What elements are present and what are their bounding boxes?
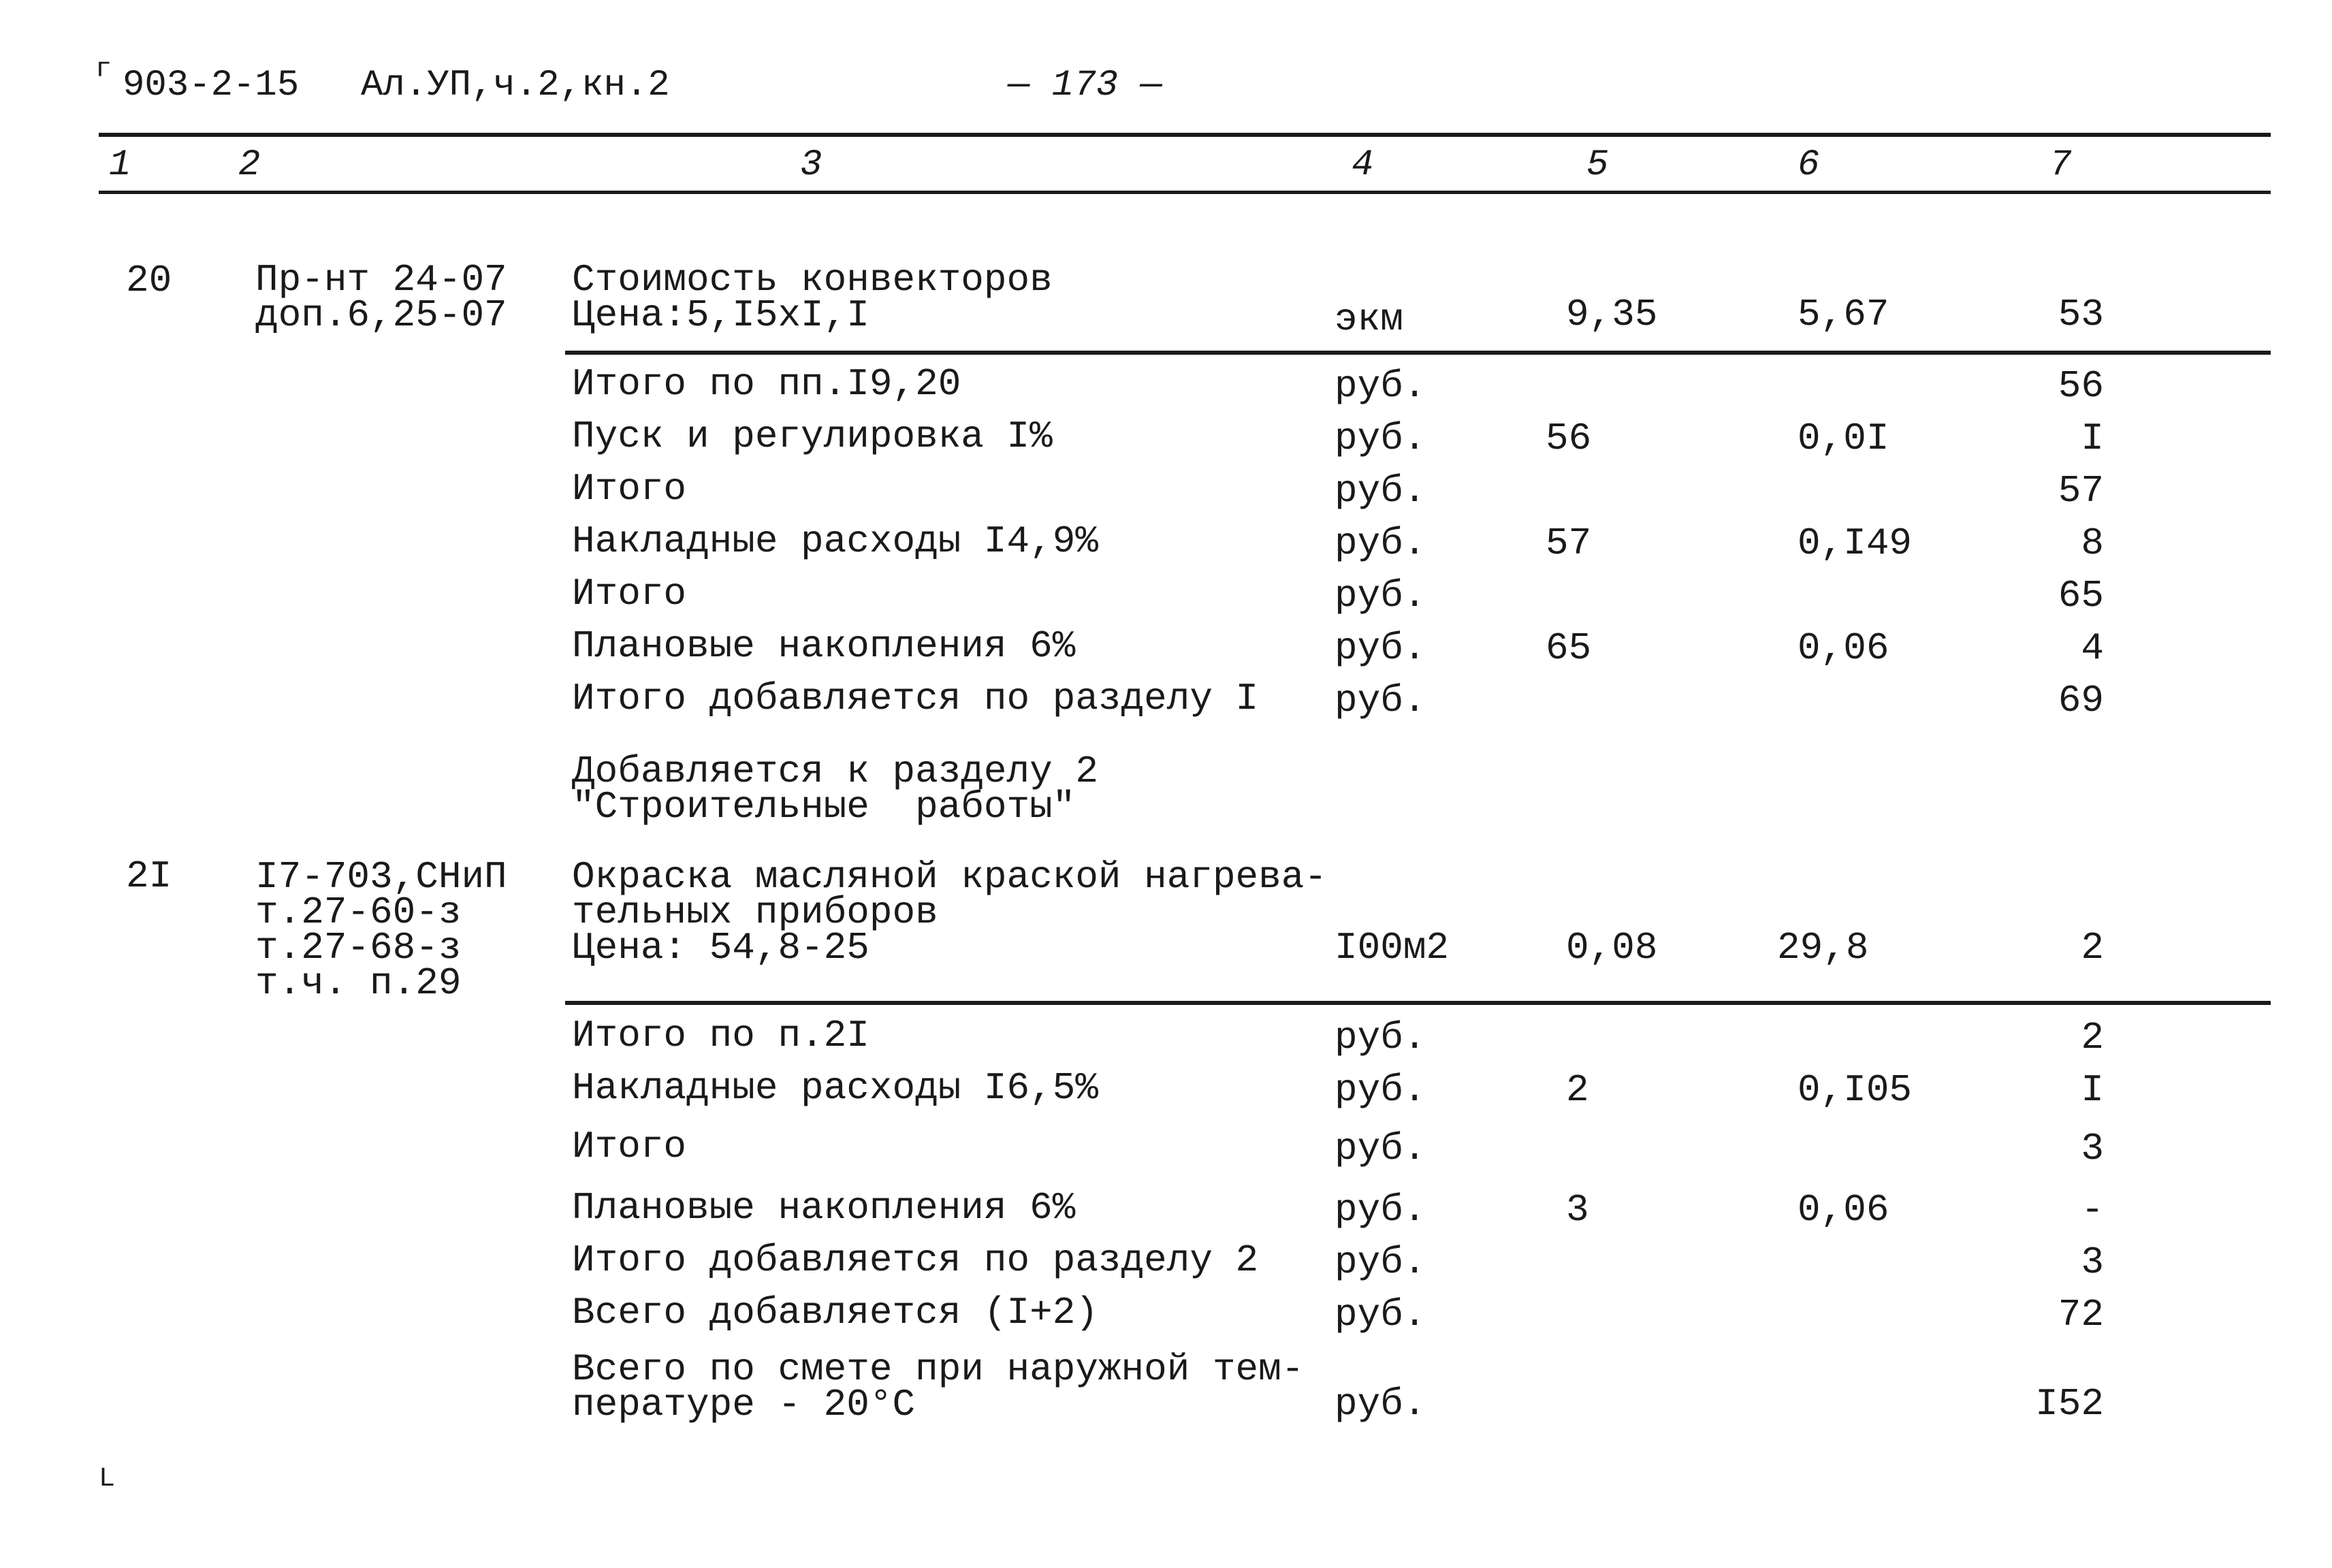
row-unit: руб.: [1335, 574, 1426, 618]
item-21-total: 2: [2081, 926, 2104, 970]
row-unit: руб.: [1335, 522, 1426, 565]
row-name: Накладные расходы I4,9%: [572, 519, 1098, 563]
column-header-7: 7: [2049, 144, 2072, 186]
row-price: 0,0I: [1798, 417, 1889, 460]
row-unit: руб.: [1335, 626, 1426, 670]
row-unit: руб.: [1335, 469, 1426, 513]
item-21-ref-line4: т.ч. п.29: [255, 961, 462, 1005]
row-name: Итого по п.2I: [572, 1014, 869, 1057]
row-name: Накладные расходы I6,5%: [572, 1066, 1098, 1110]
grand-total-line1: Всего по смете при наружной тем-: [572, 1347, 1305, 1391]
row-name: Итого: [572, 1125, 687, 1168]
item-21-name-line1: Окраска масляной краской нагрева-: [572, 855, 1327, 899]
row-unit: руб.: [1335, 1293, 1426, 1337]
row-unit: руб.: [1335, 1068, 1426, 1112]
column-header-2: 2: [238, 144, 261, 186]
row-total: 8: [2081, 522, 2104, 565]
row-total: 3: [2081, 1127, 2104, 1170]
item-20-rule: [565, 351, 2271, 355]
item-21-ref-line1: I7-703,СНиП: [255, 855, 507, 899]
row-total: 2: [2081, 1016, 2104, 1059]
row-name: Всего добавляется (I+2): [572, 1291, 1098, 1334]
row-quantity: 2: [1566, 1068, 1589, 1112]
row-total: 57: [2058, 469, 2104, 513]
item-20-name-line1: Стоимость конвекторов: [572, 258, 1053, 302]
row-price: 0,06: [1798, 626, 1889, 670]
item-20-name-line2: Цена:5,I5xI,I: [572, 293, 869, 337]
row-total: I: [2081, 1068, 2104, 1112]
item-20-number: 20: [126, 259, 172, 302]
item-20-unit: экм: [1335, 298, 1403, 341]
row-name: Итого добавляется по разделу I: [572, 677, 1259, 720]
row-price: 0,I49: [1798, 522, 1913, 565]
row-total: 4: [2081, 626, 2104, 670]
item-21-price: 29,8: [1777, 926, 1869, 970]
item-21-rule: [565, 1001, 2271, 1005]
row-unit: руб.: [1335, 364, 1426, 408]
item-21-number: 2I: [126, 854, 172, 898]
column-header-3: 3: [800, 144, 822, 186]
row-name: Пуск и регулировка I%: [572, 415, 1053, 458]
item-21-ref-line2: т.27-60-з: [255, 891, 462, 934]
row-quantity: 57: [1546, 522, 1592, 565]
item-20-price: 5,67: [1798, 293, 1889, 336]
row-price: 0,I05: [1798, 1068, 1913, 1112]
row-total: -: [2081, 1188, 2104, 1232]
document-code: 903-2-15: [123, 65, 300, 106]
item-21-unit: I00м2: [1335, 926, 1450, 970]
item-21-quantity: 0,08: [1566, 926, 1658, 970]
grand-total-value: I52: [2035, 1382, 2104, 1426]
corner-mark-top: г: [95, 54, 112, 85]
row-unit: руб.: [1335, 1127, 1426, 1170]
grand-total-unit: руб.: [1335, 1382, 1426, 1426]
item-20-total: 53: [2058, 293, 2104, 336]
row-quantity: 65: [1546, 626, 1592, 670]
header-rule-bottom: [99, 191, 2271, 194]
item-21-ref-line3: т.27-68-з: [255, 926, 462, 970]
header-rule-top: [99, 133, 2271, 137]
album-reference: Ал.УП,ч.2,кн.2: [361, 65, 670, 106]
item-20-ref-line1: Пр-нт 24-07: [255, 258, 507, 302]
item-21-name-line3: Цена: 54,8-25: [572, 926, 869, 970]
item-20-quantity: 9,35: [1566, 293, 1658, 336]
row-quantity: 56: [1546, 417, 1592, 460]
row-unit: руб.: [1335, 1016, 1426, 1059]
column-header-6: 6: [1798, 144, 1820, 186]
column-header-4: 4: [1352, 144, 1374, 186]
row-name: Итого добавляется по разделу 2: [572, 1238, 1259, 1282]
row-name: Итого по пп.I9,20: [572, 362, 961, 406]
row-total: 65: [2058, 574, 2104, 618]
item-21-name-line2: тельных приборов: [572, 891, 938, 934]
row-name: Итого: [572, 467, 687, 511]
section-2-heading-line1: Добавляется к разделу 2: [572, 750, 1098, 793]
row-total: 72: [2058, 1293, 2104, 1337]
column-header-1: 1: [109, 144, 131, 186]
row-total: 56: [2058, 364, 2104, 408]
row-name: Плановые накопления 6%: [572, 624, 1076, 668]
row-unit: руб.: [1335, 1241, 1426, 1284]
row-unit: руб.: [1335, 679, 1426, 722]
page-number: — 173 —: [1008, 65, 1162, 106]
section-2-heading-line2: "Строительные работы": [572, 785, 1076, 829]
row-total: 69: [2058, 679, 2104, 722]
row-total: I: [2081, 417, 2104, 460]
item-20-ref-line2: доп.6,25-07: [255, 293, 507, 337]
grand-total-line2: пературе - 20°С: [572, 1383, 916, 1426]
row-name: Итого: [572, 572, 687, 615]
corner-mark-bottom: L: [99, 1464, 116, 1494]
row-unit: руб.: [1335, 417, 1426, 460]
row-total: 3: [2081, 1241, 2104, 1284]
row-quantity: 3: [1566, 1188, 1589, 1232]
column-header-5: 5: [1586, 144, 1609, 186]
row-price: 0,06: [1798, 1188, 1889, 1232]
row-unit: руб.: [1335, 1188, 1426, 1232]
row-name: Плановые накопления 6%: [572, 1186, 1076, 1230]
